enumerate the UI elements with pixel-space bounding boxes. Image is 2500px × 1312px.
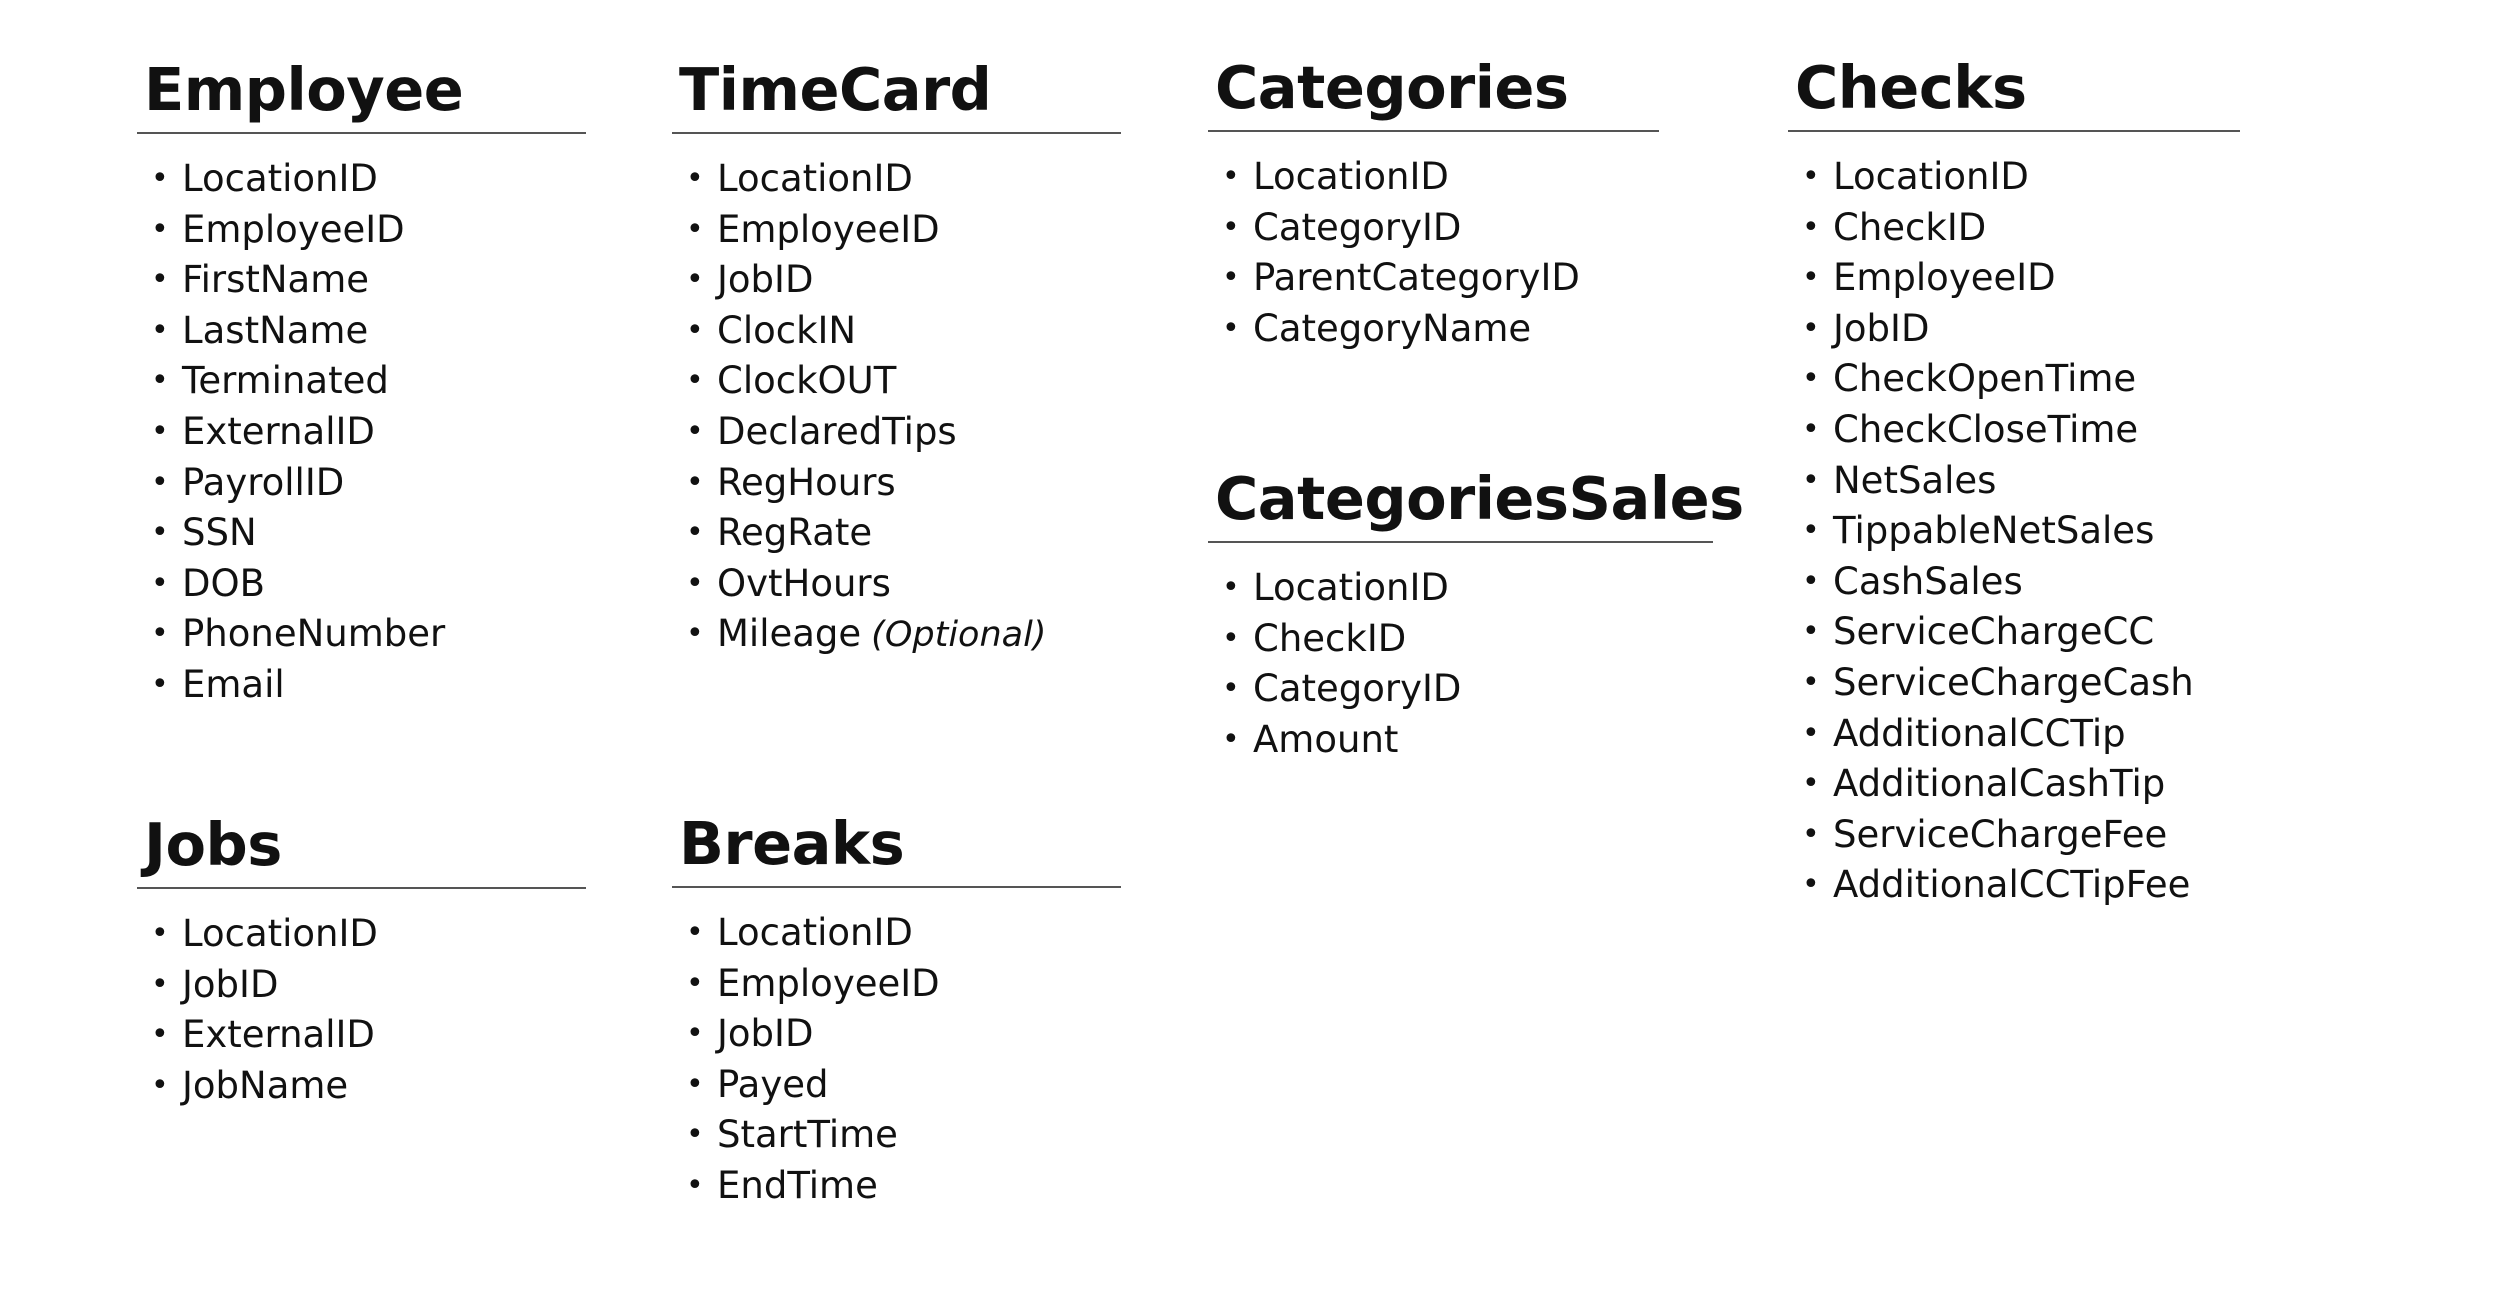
field-name: EmployeeID xyxy=(717,961,940,1005)
employee-field-list xyxy=(137,154,586,711)
field-item xyxy=(1788,709,2240,760)
bullet-icon: • xyxy=(151,211,169,247)
bullet-icon: • xyxy=(686,1016,704,1052)
title-divider xyxy=(1788,130,2240,132)
field-item xyxy=(137,1010,586,1061)
jobs-field-list xyxy=(137,909,586,1111)
field-name: JobID xyxy=(1833,306,1930,350)
bullet-icon: • xyxy=(686,464,704,500)
field-name: CheckOpenTime xyxy=(1833,357,2137,401)
bullet-icon: • xyxy=(1802,310,1820,346)
bullet-icon: • xyxy=(686,1167,704,1203)
field-name: CategoryName xyxy=(1253,306,1532,350)
title-divider xyxy=(137,887,586,889)
bullet-icon: • xyxy=(1222,310,1240,346)
bullet-icon: • xyxy=(1802,513,1820,549)
bullet-icon: • xyxy=(151,616,169,652)
bullet-icon: • xyxy=(686,413,704,449)
field-item xyxy=(672,959,1121,1010)
categoriessales-field-list xyxy=(1208,563,1713,765)
bullet-icon: • xyxy=(1802,260,1820,296)
field-item xyxy=(137,909,586,960)
field-item xyxy=(672,1060,1121,1111)
field-item xyxy=(137,1061,586,1112)
bullet-icon: • xyxy=(151,916,169,951)
field-item xyxy=(672,1110,1121,1161)
field-item xyxy=(1208,563,1713,614)
field-item xyxy=(137,154,586,205)
bullet-icon: • xyxy=(1802,816,1820,852)
field-name: ServiceChargeFee xyxy=(1833,812,2168,856)
field-item xyxy=(1788,253,2240,304)
field-name: LocationID xyxy=(1253,566,1449,609)
bullet-icon: • xyxy=(151,413,169,449)
field-item xyxy=(1788,152,2240,203)
bullet-icon: • xyxy=(1802,664,1820,700)
field-name: OvtHours xyxy=(717,561,891,605)
bullet-icon: • xyxy=(151,966,169,1002)
field-name: EndTime xyxy=(717,1163,878,1207)
categories-table-title: Categories xyxy=(1215,53,1569,122)
field-item xyxy=(1208,253,1659,304)
checks-table xyxy=(1788,53,2240,911)
field-name: NetSales xyxy=(1833,458,1997,502)
field-name: Payed xyxy=(717,1062,829,1106)
field-item xyxy=(137,660,586,711)
field-item xyxy=(672,205,1121,256)
bullet-icon: • xyxy=(151,1067,169,1103)
field-name: ExternalID xyxy=(182,1013,375,1057)
employee-table-title: Employee xyxy=(144,55,464,124)
field-item xyxy=(672,407,1121,458)
checks-table-title: Checks xyxy=(1795,53,2027,122)
categoriessales-table-title: CategoriesSales xyxy=(1215,464,1744,533)
field-name: ExternalID xyxy=(182,409,375,453)
bullet-icon: • xyxy=(151,666,169,702)
checks-field-list xyxy=(1788,152,2240,911)
field-item xyxy=(1788,506,2240,557)
field-name: LocationID xyxy=(182,157,378,200)
bullet-icon: • xyxy=(1802,209,1820,245)
field-name: LocationID xyxy=(1833,155,2029,198)
field-item xyxy=(672,908,1121,959)
field-name: CategoryID xyxy=(1253,667,1462,711)
field-name: ServiceChargeCash xyxy=(1833,660,2194,704)
bullet-icon: • xyxy=(686,616,704,652)
field-name: RegRate xyxy=(717,511,873,555)
bullet-icon: • xyxy=(151,363,169,399)
field-name: CategoryID xyxy=(1253,205,1462,249)
bullet-icon: • xyxy=(686,211,704,247)
timecard-table xyxy=(672,55,1121,660)
field-name: EmployeeID xyxy=(717,207,940,251)
field-name: Terminated xyxy=(182,359,389,403)
bullet-icon: • xyxy=(1222,721,1240,757)
bullet-icon: • xyxy=(686,312,704,348)
title-divider xyxy=(137,132,586,134)
bullet-icon: • xyxy=(151,312,169,348)
bullet-icon: • xyxy=(686,915,704,950)
title-divider xyxy=(1208,130,1659,132)
field-item xyxy=(1208,664,1713,715)
bullet-icon: • xyxy=(1802,159,1820,194)
field-name: LocationID xyxy=(1253,155,1449,198)
field-item xyxy=(1208,715,1713,766)
field-name: JobID xyxy=(717,1012,814,1056)
field-name: CheckID xyxy=(1833,205,1987,249)
field-item xyxy=(672,356,1121,407)
field-name: Amount xyxy=(1253,717,1399,761)
employee-table xyxy=(137,55,586,711)
field-item xyxy=(1788,304,2240,355)
field-item xyxy=(1788,607,2240,658)
bullet-icon: • xyxy=(1802,867,1820,903)
field-item xyxy=(672,1161,1121,1212)
field-item xyxy=(137,306,586,357)
field-item xyxy=(672,154,1121,205)
field-item xyxy=(672,255,1121,306)
field-item xyxy=(137,255,586,306)
optional-note: (Optional) xyxy=(871,615,1047,656)
field-item xyxy=(137,356,586,407)
field-name: ClockIN xyxy=(717,308,857,352)
timecard-table-title: TimeCard xyxy=(679,55,992,124)
field-name: AdditionalCCTipFee xyxy=(1833,863,2191,907)
field-item xyxy=(1788,759,2240,810)
title-divider xyxy=(672,886,1121,888)
field-item xyxy=(1788,860,2240,911)
field-item xyxy=(1208,203,1659,254)
bullet-icon: • xyxy=(151,161,169,196)
bullet-icon: • xyxy=(151,262,169,298)
categories-field-list xyxy=(1208,152,1659,354)
bullet-icon: • xyxy=(686,565,704,601)
field-name: CashSales xyxy=(1833,559,2023,603)
bullet-icon: • xyxy=(686,363,704,399)
field-name: AdditionalCCTip xyxy=(1833,711,2126,755)
bullet-icon: • xyxy=(151,515,169,551)
bullet-icon: • xyxy=(1802,563,1820,599)
bullet-icon: • xyxy=(686,1117,704,1153)
field-item xyxy=(137,508,586,559)
bullet-icon: • xyxy=(151,464,169,500)
jobs-table-title: Jobs xyxy=(144,810,282,879)
bullet-icon: • xyxy=(1222,620,1240,656)
field-name: DeclaredTips xyxy=(717,409,957,453)
breaks-field-list xyxy=(672,908,1121,1212)
field-item xyxy=(1788,405,2240,456)
timecard-field-list xyxy=(672,154,1121,660)
bullet-icon: • xyxy=(686,515,704,551)
field-item xyxy=(1788,810,2240,861)
bullet-icon: • xyxy=(1222,570,1240,605)
field-item xyxy=(672,1009,1121,1060)
field-name: CheckID xyxy=(1253,616,1407,660)
field-item xyxy=(672,306,1121,357)
field-item xyxy=(672,559,1121,610)
bullet-icon: • xyxy=(1802,411,1820,447)
categoriessales-table xyxy=(1208,464,1744,765)
field-item xyxy=(672,458,1121,509)
field-item xyxy=(137,205,586,256)
field-name: SSN xyxy=(182,511,257,555)
bullet-icon: • xyxy=(151,565,169,601)
field-item xyxy=(1208,152,1659,203)
breaks-table xyxy=(672,809,1121,1212)
bullet-icon: • xyxy=(1222,159,1240,194)
field-item xyxy=(1788,557,2240,608)
field-name: LocationID xyxy=(182,912,378,955)
field-name: JobID xyxy=(182,962,279,1006)
field-item xyxy=(137,960,586,1011)
field-name: LastName xyxy=(182,308,369,352)
field-name: PhoneNumber xyxy=(182,612,446,656)
bullet-icon: • xyxy=(1222,260,1240,296)
field-item xyxy=(1788,203,2240,254)
field-name: JobID xyxy=(717,258,814,302)
field-name: RegHours xyxy=(717,460,896,504)
field-name: AdditionalCashTip xyxy=(1833,762,2166,806)
field-item xyxy=(137,458,586,509)
field-name: LocationID xyxy=(717,911,913,954)
bullet-icon: • xyxy=(686,161,704,196)
title-divider xyxy=(1208,541,1713,543)
field-item xyxy=(137,609,586,660)
bullet-icon: • xyxy=(1802,361,1820,397)
bullet-icon: • xyxy=(151,1017,169,1053)
field-name: CheckCloseTime xyxy=(1833,407,2139,451)
bullet-icon: • xyxy=(1802,715,1820,751)
field-item xyxy=(672,508,1121,559)
bullet-icon: • xyxy=(686,1066,704,1102)
title-divider xyxy=(672,132,1121,134)
bullet-icon: • xyxy=(1802,766,1820,802)
categories-table xyxy=(1208,53,1659,354)
bullet-icon: • xyxy=(686,262,704,298)
field-item xyxy=(1788,456,2240,507)
field-name: Email xyxy=(182,662,285,706)
field-item xyxy=(137,559,586,610)
field-name: DOB xyxy=(182,561,265,605)
field-item xyxy=(1208,304,1659,355)
field-item xyxy=(1788,658,2240,709)
field-name: LocationID xyxy=(717,157,913,200)
field-name: FirstName xyxy=(182,258,370,302)
bullet-icon: • xyxy=(1222,209,1240,245)
bullet-icon: • xyxy=(1222,671,1240,707)
field-item xyxy=(1788,354,2240,405)
field-name: ServiceChargeCC xyxy=(1833,610,2155,654)
jobs-table xyxy=(137,810,586,1111)
field-name: EmployeeID xyxy=(182,207,405,251)
field-name: EmployeeID xyxy=(1833,256,2056,300)
field-item xyxy=(1208,614,1713,665)
field-item xyxy=(672,609,1121,660)
field-name: ParentCategoryID xyxy=(1253,256,1580,300)
field-name: TippableNetSales xyxy=(1833,509,2155,553)
bullet-icon: • xyxy=(1802,614,1820,650)
field-name: Mileage xyxy=(717,612,862,656)
breaks-table-title: Breaks xyxy=(679,809,905,878)
field-name: PayrollID xyxy=(182,460,345,504)
bullet-icon: • xyxy=(686,965,704,1001)
bullet-icon: • xyxy=(1802,462,1820,498)
field-item xyxy=(137,407,586,458)
field-name: JobName xyxy=(182,1063,349,1107)
field-name: StartTime xyxy=(717,1113,898,1157)
field-name: ClockOUT xyxy=(717,359,897,403)
